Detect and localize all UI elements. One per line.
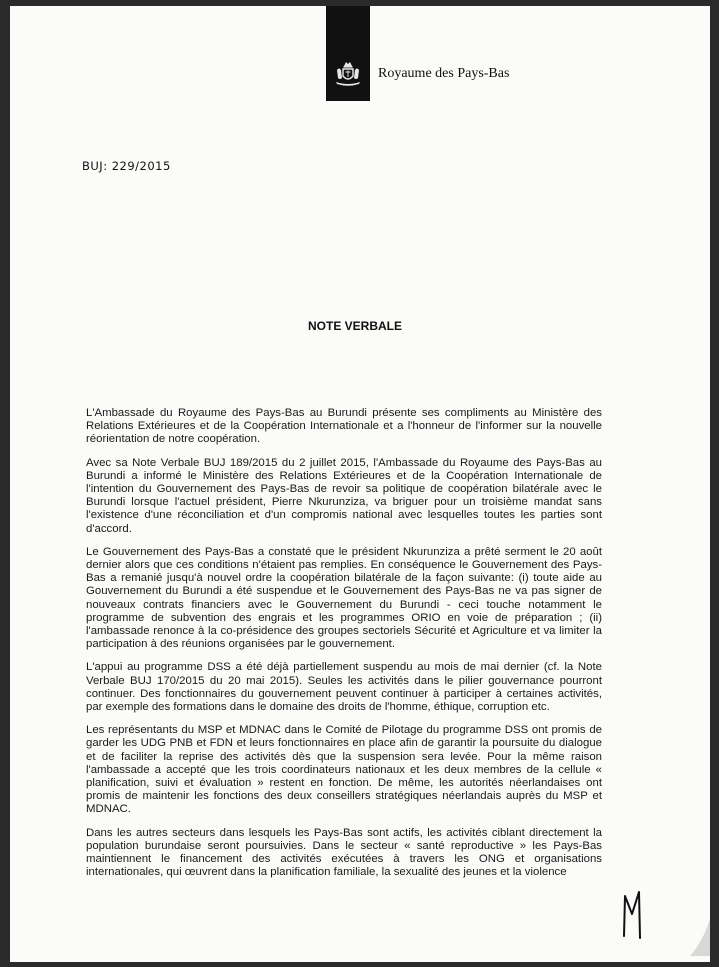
logo-bar xyxy=(326,6,370,101)
brand-name: Royaume des Pays-Bas xyxy=(378,66,510,81)
document-title: NOTE VERBALE xyxy=(307,319,402,333)
reference-number: BUJ: 229/2015 xyxy=(82,159,171,173)
page-curl-shadow xyxy=(690,896,710,956)
paragraph: Les représentants du MSP et MDNAC dans le Comité de Pilotage du programme DSS ont promis de garder les UDG PNB et FDN et leurs fonctionnaires en place afin de garantir la poursuite du dialogue et de faciliter la reprise des activités dès que la suspension sera levée. Pour la même raison l'ambassade a accepté que les trois coordinateurs nationaux et les deux membres de la cellule « planification, suivi et évaluation » restent en fonction. De même, les autorités néerlandaises ont promis de maintenir les fonctions des deux conseillers stratégiques néerlandais auprès du MSP et MDNAC. xyxy=(86,724,602,816)
document-page xyxy=(10,6,710,962)
document-body xyxy=(86,407,602,890)
paragraph: Dans les autres secteurs dans lesquels les Pays-Bas sont actifs, les activités ciblant directement la population burundaise seront poursuivies. Dans le secteur « santé reproductive » les Pays-Bas maintiennent le financement des activités exécutées à travers les ONG et organisations internationales, qui œuvrent dans la planification familiale, la sexualité des jeunes et la violence xyxy=(86,826,602,879)
paragraph: Avec sa Note Verbale BUJ 189/2015 du 2 juillet 2015, l'Ambassade du Royaume des Pays-Bas au Burundi a informé le Ministère des Relations Extérieures et de la Coopération Internationale de l'intention du Gouvernement des Pays-Bas de revoir sa politique de coopération bilatérale avec le Burundi lorsque l'actuel président, Pierre Nkurunziza, va briguer pour un troisième mandat sans l'existence d'une réconciliation et d'un compromis national avec lesquelles toutes les parties sont d'accord. xyxy=(86,456,602,535)
paragraph: L'appui au programme DSS a été déjà partiellement suspendu au mois de mai dernier (cf. la Note Verbale BUJ 170/2015 du 20 mai 2015). Seules les activités dans le pilier gouvernance pourront continuer. Des fonctionnaires du gouvernement peuvent continuer à participer à certaines activités, par exemple des formations dans le domaine des droits de l'homme, éthique, corruption etc. xyxy=(86,661,602,714)
coat-of-arms-icon xyxy=(333,58,363,88)
paragraph: Le Gouvernement des Pays-Bas a constaté que le président Nkurunziza a prêté serment le 20 août dernier alors que ces conditions n'étaient pas remplies. En conséquence le Gouvernement des Pays-Bas a remanié jusqu'à nouvel ordre la coopération bilatérale de la façon suivante: (i) toute aide au Gouvernement du Burundi a été suspendue et le Gouvernement des Pays-Bas ne va pas signer de nouveaux contrats financiers avec le Gouvernement du Burundi - ceci touche notamment le programme de subvention des engrais et les programmes ORIO en voie de préparation ; (ii) l'ambassade renonce à la co-présidence des groupes sectoriels Sécurité et Agriculture et va limiter la participation à des réunions organisées par le gouvernement. xyxy=(86,545,602,651)
handwritten-initial-signature xyxy=(620,886,646,942)
paragraph: L'Ambassade du Royaume des Pays-Bas au Burundi présente ses compliments au Ministère des Relations Extérieures et de la Coopération Internationale et a l'honneur de l'informer sur la nouvelle réorientation de notre coopération. xyxy=(86,407,602,446)
